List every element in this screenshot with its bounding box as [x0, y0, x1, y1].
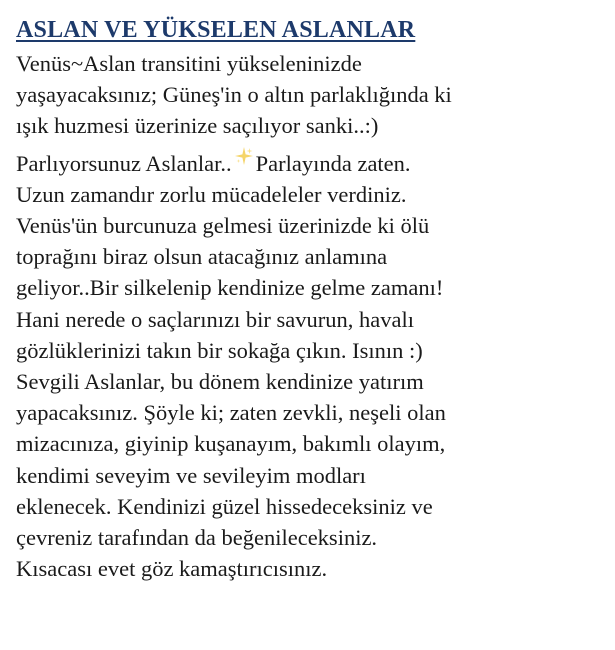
article-line-segment: Parlıyorsunuz Aslanlar.. — [16, 150, 232, 176]
sparkles-emoji-icon — [235, 142, 253, 160]
article-line-with-sparkle — [16, 142, 606, 179]
article-line: eklenecek. Kendinizi güzel hissedeceksiniz ve — [16, 493, 433, 519]
article-line-segment: Parlayında zaten. — [255, 150, 411, 176]
article-line: Sevgili Aslanlar, bu dönem kendinize yatırım — [16, 369, 424, 395]
article-line: Uzun zamandır zorlu mücadeleler verdiniz. — [16, 181, 407, 207]
article-line: Venüs'ün burcunuza gelmesi üzerinizde ki ölü — [16, 213, 430, 239]
article-line: geliyor..Bir silkelenip kendinize gelme zamanı! — [16, 275, 444, 301]
article — [16, 14, 606, 584]
article-line: Kısacası evet göz kamaştırıcısınız. — [16, 556, 328, 582]
article-title: ASLAN VE YÜKSELEN ASLANLAR — [16, 17, 416, 43]
article-line: Hani nerede o saçlarınızı bir savurun, havalı — [16, 306, 414, 332]
article-line: çevreniz tarafından da beğenileceksiniz. — [16, 525, 378, 551]
article-line: gözlüklerinizi takın bir sokağa çıkın. Isının :) — [16, 337, 423, 363]
article-line: mizacınıza, giyinip kuşanayım, bakımlı olayım, — [16, 431, 446, 457]
article-line: kendimi seveyim ve sevileyim modları — [16, 462, 366, 488]
article-line: ışık huzmesi üzerinize saçılıyor sanki..:) — [16, 113, 379, 139]
article-line: toprağını biraz olsun atacağınız anlamına — [16, 244, 388, 270]
article-line: yapacaksınız. Şöyle ki; zaten zevkli, neşeli olan — [16, 400, 446, 426]
article-line: Venüs~Aslan transitini yükseleninizde — [16, 51, 362, 76]
article-line: yaşayacaksınız; Güneş'in o altın parlaklığında ki — [16, 82, 452, 108]
